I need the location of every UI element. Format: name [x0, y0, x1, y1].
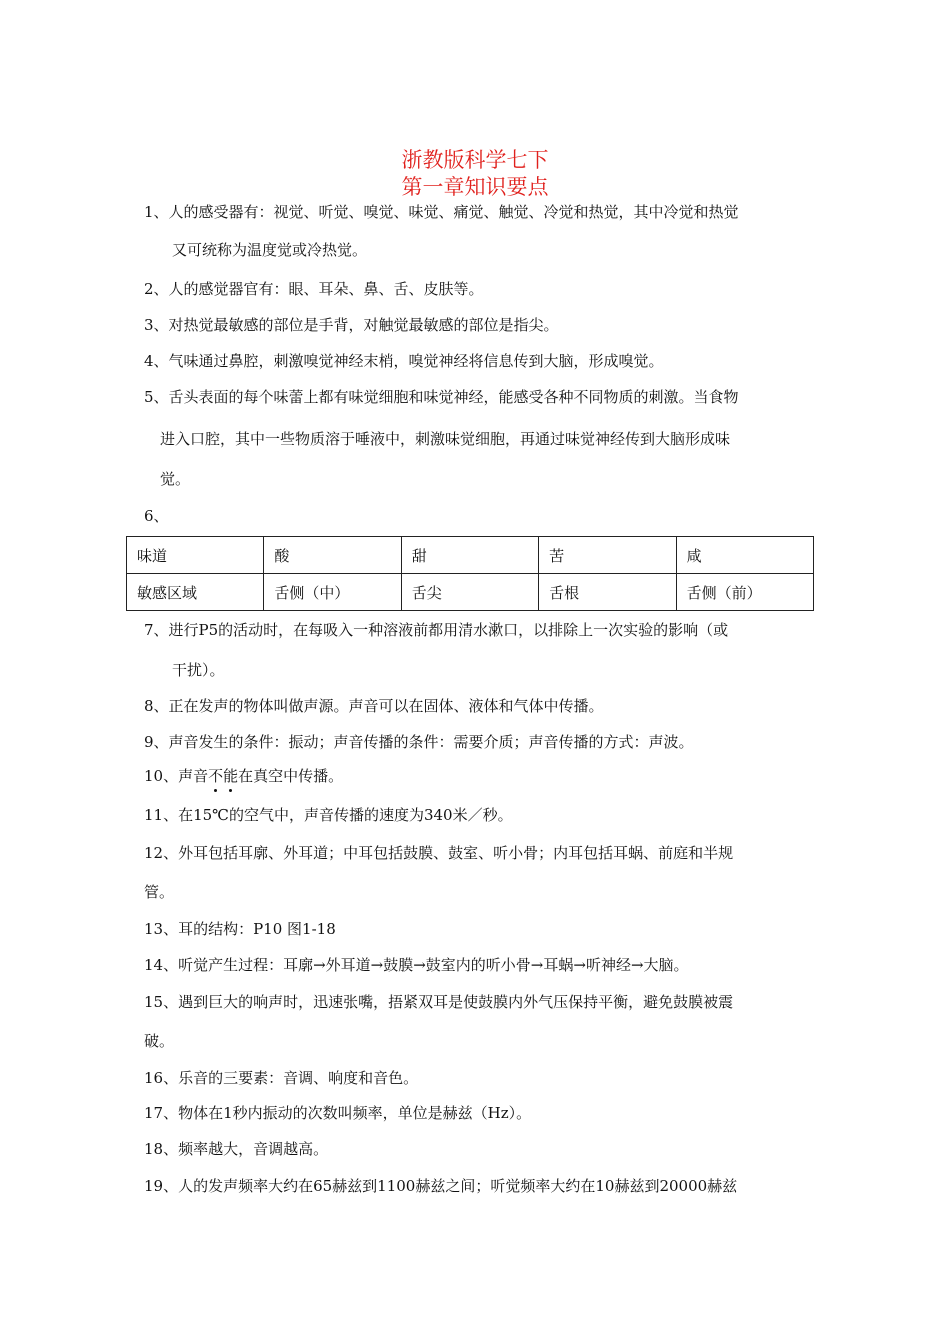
item-17: 17、物体在1秒内振动的次数叫频率，单位是赫兹（Hz）。 [144, 1104, 532, 1122]
item-1: 1、人的感受器有：视觉、听觉、嗅觉、味觉、痛觉、触觉、冷觉和热觉，其中冷觉和热觉 [144, 203, 739, 221]
table-cell: 苦 [539, 537, 676, 574]
item-12-cont: 管。 [144, 883, 175, 901]
item-2: 2、人的感觉器官有：眼、耳朵、鼻、舌、皮肤等。 [144, 280, 484, 298]
item-7-cont: 干扰）。 [172, 661, 225, 679]
item-14: 14、听觉产生过程：耳廓→外耳道→鼓膜→鼓室内的听小骨→耳蜗→听神经→大脑。 [144, 956, 689, 974]
table-row [127, 574, 814, 611]
item-19: 19、人的发声频率大约在65赫兹到1100赫兹之间；听觉频率大约在10赫兹到20000赫兹 [144, 1177, 738, 1195]
table-cell: 舌尖 [401, 574, 538, 611]
table-cell: 敏感区域 [127, 574, 264, 611]
item-13: 13、耳的结构：P10 图1-18 [144, 920, 336, 938]
item-8: 8、正在发声的物体叫做声源。声音可以在固体、液体和气体中传播。 [144, 697, 604, 715]
emphasis-dot-char: 能 [223, 767, 239, 785]
item-16: 16、乐音的三要素：音调、响度和音色。 [144, 1069, 419, 1087]
item-5: 5、舌头表面的每个味蕾上都有味觉细胞和味觉神经，能感受各种不同物质的刺激。当食物 [144, 388, 739, 406]
item-11: 11、在15℃的空气中，声音传播的速度为340米／秒。 [144, 806, 513, 824]
table-cell: 咸 [676, 537, 813, 574]
item-1-cont: 又可统称为温度觉或冷热觉。 [172, 241, 368, 259]
item-5-cont2: 觉。 [160, 470, 191, 488]
emphasis-dot-char: 不 [208, 767, 224, 785]
table-cell: 甜 [401, 537, 538, 574]
item-7: 7、进行P5的活动时，在每吸入一种溶液前都用清水漱口，以排除上一次实验的影响（或 [144, 621, 729, 639]
item-6: 6、 [144, 507, 169, 525]
item-4: 4、气味通过鼻腔，刺激嗅觉神经末梢，嗅觉神经将信息传到大脑，形成嗅觉。 [144, 352, 664, 370]
table-cell: 味道 [127, 537, 264, 574]
item-10: 10、声音不能在真空中传播。 [144, 767, 344, 785]
item-15-cont: 破。 [144, 1032, 175, 1050]
item-9: 9、声音发生的条件：振动；声音传播的条件：需要介质；声音传播的方式：声波。 [144, 733, 694, 751]
table-cell: 舌根 [539, 574, 676, 611]
table-row [127, 537, 814, 574]
item-12: 12、外耳包括耳廓、外耳道；中耳包括鼓膜、鼓室、听小骨；内耳包括耳蜗、前庭和半规 [144, 844, 734, 862]
taste-table [126, 536, 814, 611]
table-cell: 舌侧（前） [676, 574, 813, 611]
item-18: 18、频率越大，音调越高。 [144, 1140, 329, 1158]
item-15: 15、遇到巨大的响声时，迅速张嘴，捂紧双耳是使鼓膜内外气压保持平衡，避免鼓膜被震 [144, 993, 734, 1011]
doc-title: 浙教版科学七下 [401, 148, 549, 172]
item-5-cont: 进入口腔，其中一些物质溶于唾液中，刺激味觉细胞，再通过味觉神经传到大脑形成味 [160, 430, 731, 448]
doc-subtitle: 第一章知识要点 [401, 175, 549, 199]
table-cell: 舌侧（中） [264, 574, 401, 611]
table-cell: 酸 [264, 537, 401, 574]
item-3: 3、对热觉最敏感的部位是手背，对触觉最敏感的部位是指尖。 [144, 316, 559, 334]
